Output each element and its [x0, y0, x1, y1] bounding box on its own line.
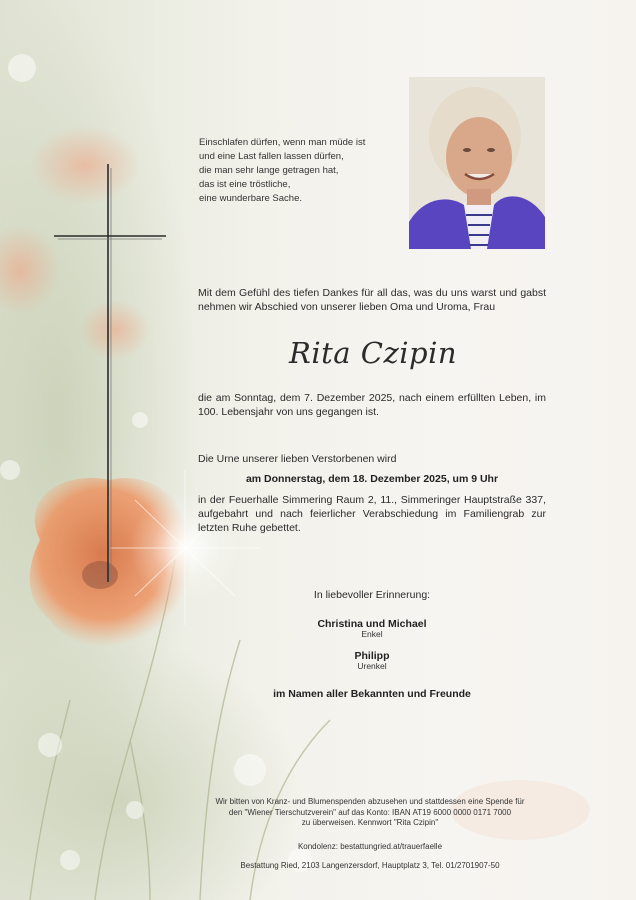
mourners-intro: In liebevoller Erinnerung: — [313, 589, 431, 601]
mourner-name: Philipp — [354, 650, 390, 662]
mourner-relation: Enkel — [361, 629, 383, 639]
undertaker-info: Bestattung Ried, 2103 Langenzersdorf, Hauptplatz 3, Tel. 01/2701907-50 — [240, 861, 500, 870]
mourners-closing: im Namen aller Bekannten und Freunde — [273, 688, 471, 700]
deceased-name: Rita Czipin — [288, 336, 458, 370]
mourner-entry — [198, 618, 546, 639]
motto-line: Einschlafen dürfen, wenn man müde ist — [199, 137, 366, 148]
motto-line: und eine Last fallen lassen dürfen, — [199, 151, 344, 162]
donation-line: zu überweisen. Kennwort "Rita Czipin" — [301, 818, 439, 827]
mourner-name: Christina und Michael — [317, 618, 427, 630]
motto-line: die man sehr lange getragen hat, — [199, 165, 339, 176]
cross-icon — [54, 164, 166, 584]
funeral-date: am Donnerstag, dem 18. Dezember 2025, um 9 Uhr — [245, 473, 499, 485]
mourner-relation: Urenkel — [357, 661, 387, 671]
funeral-intro: Die Urne unserer lieben Verstorbenen wird — [198, 453, 397, 465]
motto-line: eine wunderbare Sache. — [199, 193, 302, 204]
portrait-photo — [409, 77, 545, 249]
donation-line: den "Wiener Tierschutzverein" auf das Konto: IBAN AT19 6000 0000 0171 7000 — [228, 807, 512, 817]
condolence-link[interactable]: Kondolenz: bestattungried.at/trauerfaelle — [297, 842, 443, 851]
motto-poem — [199, 136, 399, 206]
announcement-intro: Mit dem Gefühl des tiefen Dankes für all das, was du uns warst und gabst nehmen wir Abschied von unserer lieben Oma und Uroma, Frau — [198, 287, 546, 313]
death-notice-text: die am Sonntag, dem 7. Dezember 2025, nach einem erfüllten Leben, im 100. Lebensjahr von uns gegangen ist. — [198, 392, 546, 418]
donation-line: Wir bitten von Kranz- und Blumenspenden abzusehen und stattdessen eine Spende für — [215, 797, 525, 806]
funeral-details: in der Feuerhalle Simmering Raum 2, 11., Simmeringer Hauptstraße 337, aufgebahrt und nach feierlicher Verabschiedung im Familiengrab zur letzten Ruhe gebettet. — [198, 494, 546, 534]
donation-request — [160, 797, 580, 829]
mourner-entry — [198, 650, 546, 671]
motto-line: das ist eine tröstliche, — [199, 179, 291, 190]
